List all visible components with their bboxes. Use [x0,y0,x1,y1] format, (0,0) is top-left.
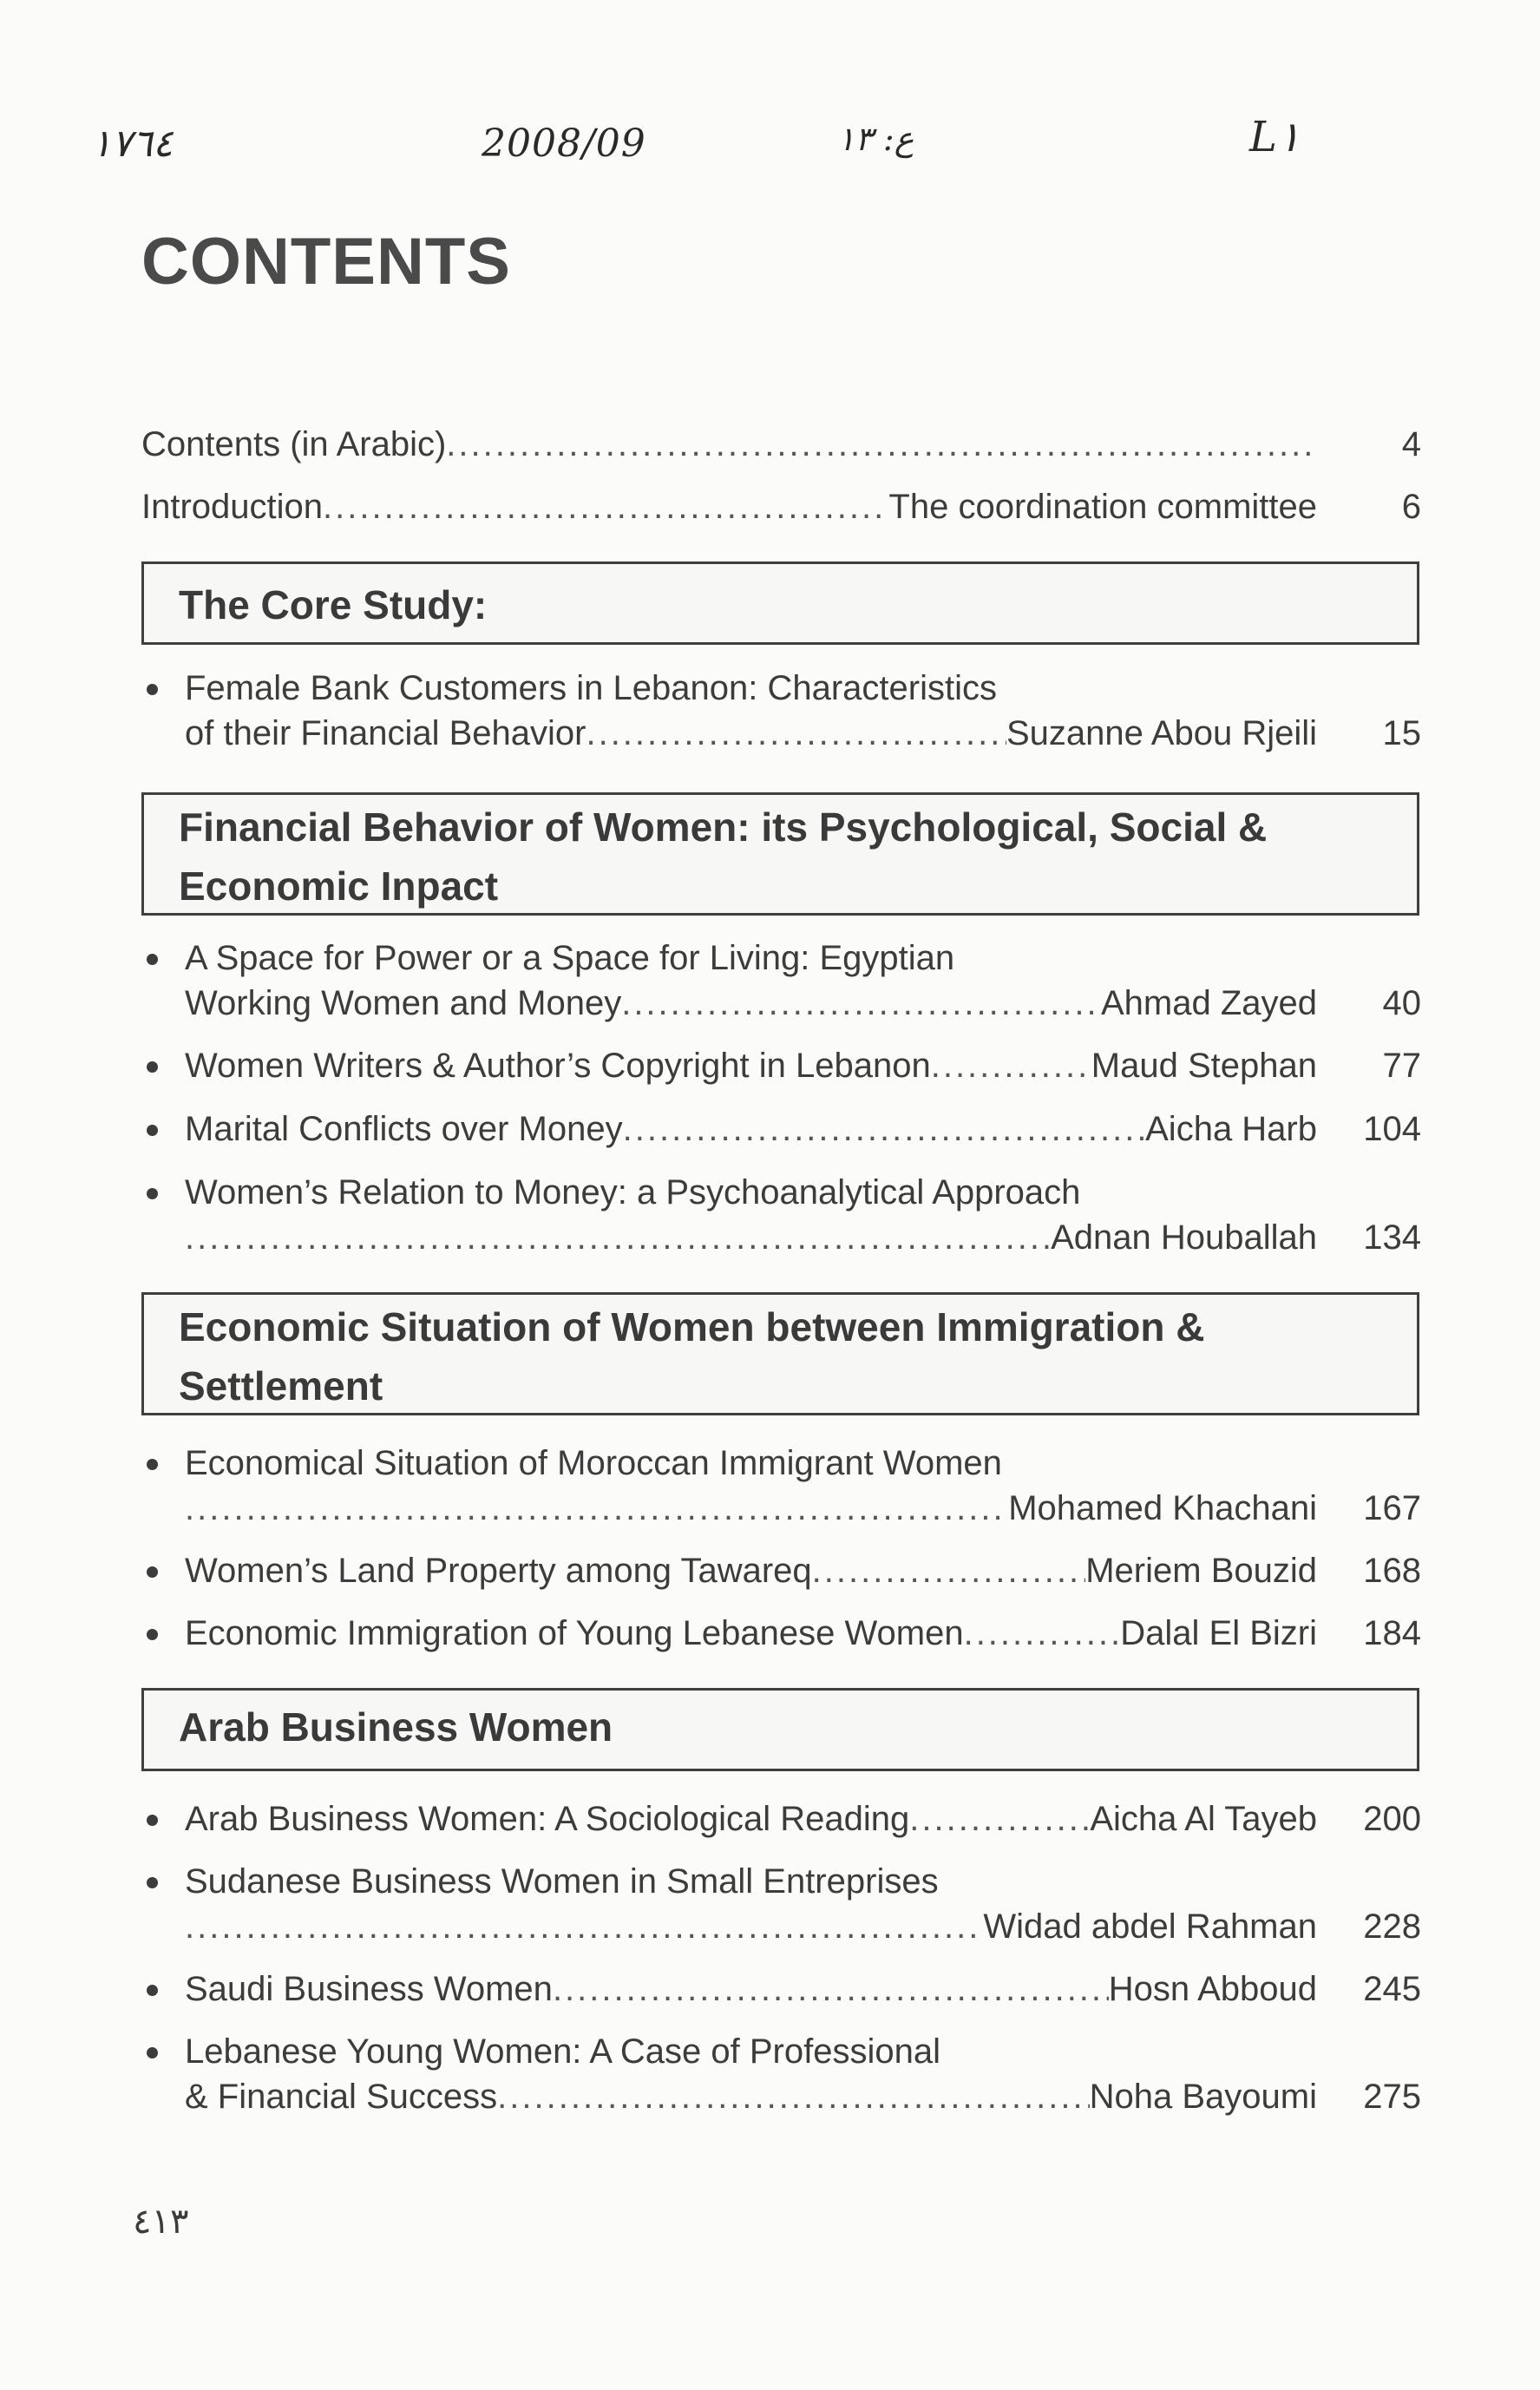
toc-entry [141,1611,1421,1656]
entry-page: 104 [1363,1110,1421,1148]
bullet [147,1815,158,1826]
bullet [147,684,158,695]
toc-entry [141,1548,1421,1593]
entry-page: 15 [1382,714,1421,752]
entry-page: 168 [1363,1552,1421,1590]
entry-page: 77 [1382,1047,1421,1085]
toc-entry [141,936,1421,1026]
handwritten-note-number: ع: ١٣ [837,120,914,158]
toc-row-page: 6 [1401,488,1421,526]
entry-title-line2: Working Women and Money [185,984,622,1022]
entry-author: Maud Stephan [1091,1047,1317,1085]
entry-author: Meriem Bouzid [1085,1552,1317,1590]
dot-leader [812,1548,1086,1593]
entry-page: 228 [1363,1907,1421,1946]
entry-page: 245 [1363,1970,1421,2008]
section-heading-line: Economic Inpact [179,863,499,909]
toc-row-introduction [141,484,1421,529]
toc-entry [141,1043,1421,1088]
entry-title-line1: Sudanese Business Women in Small Entreprises [185,1862,939,1901]
bullet [147,1629,158,1640]
section-heading-arab-business-women [141,1688,1419,1771]
toc-row-title: Contents (in Arabic) [141,425,447,463]
bullet [147,1459,158,1470]
entry-author: Aicha Harb [1145,1110,1317,1148]
dot-leader [553,1966,1109,2012]
entry-page: 134 [1363,1218,1421,1257]
entry-title-line1: Lebanese Young Women: A Case of Professional [185,2032,940,2071]
page-title: CONTENTS [141,225,511,299]
toc-entry [141,1796,1421,1842]
entry-title: Women Writers & Author’s Copyright in Lebanon [185,1047,931,1085]
dot-leader [931,1043,1091,1088]
section-heading-line: The Core Study: [179,582,488,627]
entry-title: Arab Business Women: A Sociological Reading [185,1800,910,1838]
entry-author: Suzanne Abou Rjeili [1006,714,1317,752]
entry-title-line1: A Space for Power or a Space for Living: Egyptian [185,939,955,977]
bullet [147,1061,158,1073]
entry-page: 167 [1363,1489,1421,1527]
handwritten-note-left: ١٧٦٤ [91,121,174,166]
entry-title: Economic Immigration of Young Lebanese Women [185,1614,964,1652]
bullet [147,1188,158,1199]
toc-entry [141,1106,1421,1152]
entry-title-line2: of their Financial Behavior [185,714,587,752]
dot-leader [964,1611,1121,1656]
dot-leader [497,2074,1089,2119]
dot-leader [446,422,1317,467]
entry-author: Widad abdel Rahman [983,1907,1317,1946]
toc-row-contents-arabic [141,422,1421,467]
dot-leader [909,1796,1090,1842]
dot-leader [586,711,1006,756]
toc-entry [141,1966,1421,2012]
section-heading-line: Economic Situation of Women between Immigration & [179,1304,1205,1349]
entry-author: Dalal El Bizri [1120,1614,1317,1652]
entry-title-line2: & Financial Success [185,2078,498,2116]
page-number: ٤١٣ [133,2202,189,2242]
entry-author: Aicha Al Tayeb [1090,1800,1317,1838]
section-heading-line: Arab Business Women [179,1704,613,1750]
entry-title: Women’s Land Property among Tawareq [185,1552,812,1590]
dot-leader [323,484,888,529]
dot-leader [623,1106,1146,1152]
entry-title: Marital Conflicts over Money [185,1110,623,1148]
dot-leader [621,981,1101,1026]
section-heading-core-study [141,561,1419,645]
toc-entry [141,666,1421,756]
entry-title-line1: Women’s Relation to Money: a Psychoanalytical Approach [185,1173,1081,1211]
bullet [147,1566,158,1578]
entry-author: Noha Bayoumi [1089,2078,1317,2116]
section-heading-line: Settlement [179,1363,383,1408]
bullet [147,1985,158,1996]
section-heading-economic-situation [141,1292,1419,1415]
entry-page: 184 [1363,1614,1421,1652]
section-heading-line: Financial Behavior of Women: its Psychological, Social & [179,804,1268,850]
entry-author: Ahmad Zayed [1100,984,1317,1022]
toc-row-author: The coordination committee [888,488,1317,526]
section-heading-financial-behavior [141,792,1419,916]
entry-title-line1: Female Bank Customers in Lebanon: Characteristics [185,669,997,707]
toc-entry [141,1441,1421,1531]
handwritten-note-date: 2008/09 [482,121,646,166]
toc-entry [141,1859,1421,1949]
toc-entry [141,1170,1421,1260]
entry-page: 200 [1363,1800,1421,1838]
dot-leader [185,1215,1051,1260]
entry-author: Adnan Houballah [1051,1218,1317,1257]
bullet [147,1877,158,1888]
toc-row-page: 4 [1401,425,1421,463]
bullet [147,2047,158,2058]
bullet [147,954,158,965]
bullet [147,1125,158,1136]
entry-page: 40 [1382,984,1421,1022]
entry-author: Hosn Abboud [1108,1970,1317,2008]
toc-row-title: Introduction [141,488,324,526]
entry-author: Mohamed Khachani [1008,1489,1317,1527]
entry-title-line1: Economical Situation of Moroccan Immigrant Women [185,1444,1002,1482]
dot-leader [185,1486,1008,1531]
toc-entry [141,2029,1421,2119]
entry-page: 275 [1363,2078,1421,2116]
dot-leader [185,1904,983,1949]
handwritten-note-right: L١ [1249,113,1301,161]
entry-title: Saudi Business Women [185,1970,553,2008]
